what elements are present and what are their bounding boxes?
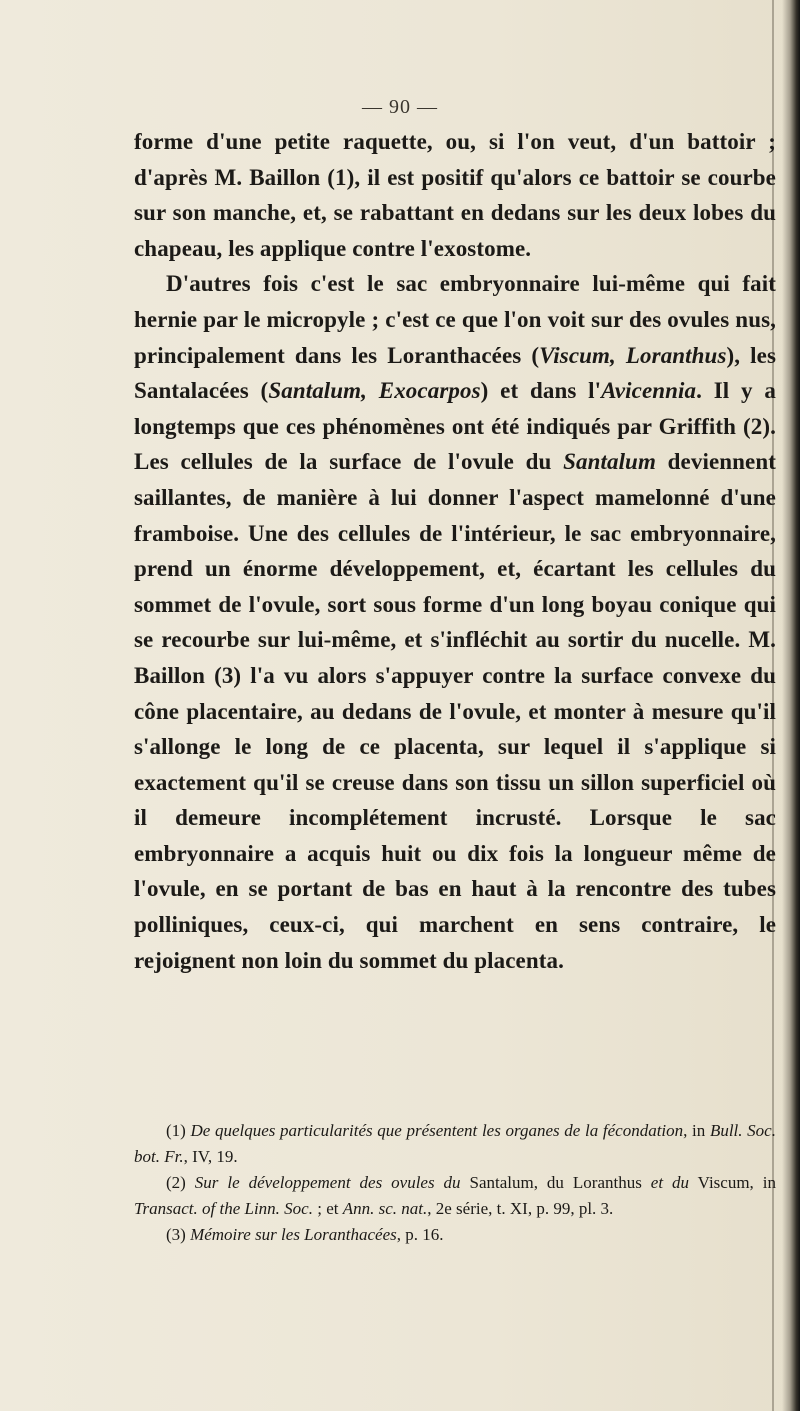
footnote-2-journal-2: Ann. sc. nat. bbox=[342, 1199, 428, 1218]
footnote-3 bbox=[134, 1222, 776, 1248]
footnote-2-journal-1: Transact. of the Linn. Soc. bbox=[134, 1199, 313, 1218]
footnotes bbox=[134, 1118, 776, 1248]
footnote-1-text-1: , in bbox=[683, 1121, 710, 1140]
footnote-3-number: (3) bbox=[166, 1225, 191, 1244]
p2-text-2: ), les Santalacées ( bbox=[134, 342, 777, 404]
p2-text-4: . Il y a longtemps que ces phénomènes ont été indiqués par Griffith (2). Les cellules de la surface de l'ovule du bbox=[134, 378, 776, 475]
footnote-1-title: De quelques particularités que présentent les organes de la fécondation bbox=[190, 1121, 684, 1140]
footnote-3-title: Mémoire sur les Loranthacées bbox=[190, 1225, 397, 1244]
footnote-1-text-2: , IV, 19. bbox=[183, 1147, 238, 1166]
paragraph-2 bbox=[134, 266, 776, 978]
page-edge-shadow bbox=[782, 0, 800, 1411]
p2-text-1: D'autres fois c'est le sac embryonnaire lui-même qui fait hernie par le micropyle ; c'est ce que l'on voit sur des ovules nus, principalement dans les Loranthacées ( bbox=[134, 271, 776, 368]
footnote-2-text-4: , 2e série, t. XI, p. 99, pl. 3. bbox=[427, 1199, 614, 1218]
footnote-1 bbox=[134, 1118, 776, 1170]
p2-text-3: ) et dans l' bbox=[480, 378, 602, 404]
footnote-2 bbox=[134, 1170, 776, 1222]
main-text bbox=[134, 124, 776, 978]
footnote-2-number: (2) bbox=[166, 1173, 195, 1192]
footnote-2-text-3: ; et bbox=[312, 1199, 343, 1218]
paragraph-1 bbox=[134, 124, 776, 266]
p2-italic-santalum-exocarpos: Santalum, Exocarpos bbox=[268, 378, 481, 404]
footnote-2-text-2: Viscum, in bbox=[689, 1173, 776, 1192]
page-number: — 90 — bbox=[362, 96, 438, 118]
footnote-2-title: Sur le développement des ovules du bbox=[194, 1173, 461, 1192]
paragraph-1-text: forme d'une petite raquette, ou, si l'on veut, d'un battoir ; d'après M. Baillon (1), il est positif qu'alors ce battoir se courbe sur son manche, et, se rabattant en dedans sur les deux lobes du chapeau, les applique contre l'exostome. bbox=[134, 129, 776, 261]
p2-italic-viscum-loranthus: Viscum, Loranthus bbox=[539, 342, 727, 368]
footnote-3-text-1: , p. 16. bbox=[396, 1225, 444, 1244]
footnote-1-number: (1) bbox=[166, 1121, 191, 1140]
footnote-2-text-1: Santalum, du Loranthus bbox=[460, 1173, 651, 1192]
footnote-1-journal: Bull. Soc. bot. Fr. bbox=[134, 1121, 776, 1166]
footnote-2-italic-et-du: et du bbox=[650, 1173, 690, 1192]
p2-italic-avicennia: Avicennia bbox=[601, 378, 697, 404]
p2-italic-santalum: Santalum bbox=[563, 449, 656, 475]
p2-text-5: deviennent saillantes, de manière à lui donner l'aspect mamelonné d'une framboise. Une des cellules de l'intérieur, le sac embryonnaire, prend un énorme développement, et, écartant les cellules du sommet de l'ovule, sort sous forme d'un long boyau conique qui se recourbe sur lui-même, et s'infléchit au sortir du nucelle. M. Baillon (3) l'a vu alors s'appuyer contre la surface convexe du cône placentaire, au dedans de l'ovule, et monter à mesure qu'il s'allonge le long de ce placenta, sur lequel il s'applique si exactement qu'il se creuse dans son tissu un sillon superficiel où il demeure incomplétement incrusté. Lorsque le sac embryonnaire a acquis huit ou dix fois la longueur même de l'ovule, en se portant de bas en haut à la rencontre des tubes polliniques, ceux-ci, qui marchent en sens contraire, le rejoignent non loin du sommet du placenta. bbox=[134, 449, 776, 973]
